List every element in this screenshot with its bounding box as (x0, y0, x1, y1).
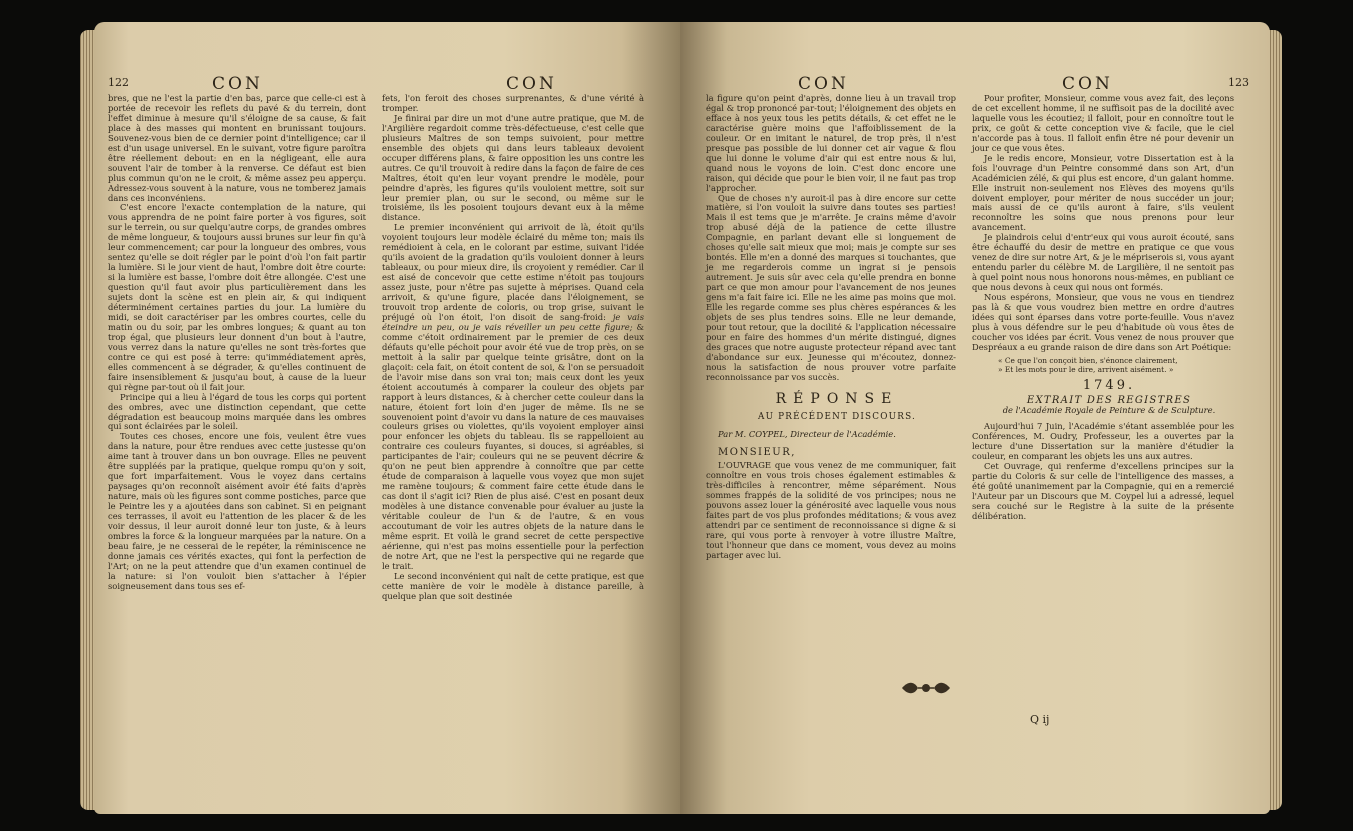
paragraph-text: & comme c'étoit ordinairement par le premier de ces deux défauts qu'elle péchoit pour avoir été vue de trop près, on se mettoit à la salir par quelque teinte grisâtre, dont on la glaçoit: cela fait, on étoit content de soi, & l'on se persuadoit de l'avoir mise dans son vrai ton; mais ceux dont les yeux étoient accoutumés à comparer la couleur des objets par rapport à leurs distances, & à chercher cette couleur dans la nature, étoient fort loin d'en juger de même. Ils ne se souvenoient point d'avoir vu dans la nature de ces mauvaises couleurs grises ou violettes, qu'ils voyoient employer ainsi pour enfoncer les objets du tableau. Ils se rappelloient au contraire ces couleurs fuyantes, si douces, si agréables, si participantes de l'air; couleurs qui ne se peuvent décrire & qu'on ne peut bien apprendre à connoître que par cette étude de comparaison à laquelle vous voyez que mon sujet me ramène toujours; & comment faire cette étude dans le cas dont il s'agit ici? Rien de plus aisé. C'est en posant deux modèles à une distance convenable pour évaluer au juste la véritable couleur de l'un & de l'autre, & en vous accoutumant de voir les autres objets de la nature dans le même esprit. Et voilà le grand secret de cette perspective aérienne, qui n'est pas moins essentielle pour la perfection de notre Art, que ne l'est la perspective qui ne regarde que le trait. (382, 321, 644, 571)
paragraph: fets, l'on feroit des choses surprenantes, & d'une vérité à tromper. (382, 93, 644, 113)
left-column-2 (382, 94, 644, 602)
paragraph: bres, que ne l'est la partie d'en bas, parce que celle-ci est à portée de recevoir les reflets du pavé & du terrein, dont l'effet diminue à mesure qu'il s'éloigne de sa cause, & fait place à des masses qui montent en brunissant toujours. Souvenez-vous bien de ce dernier point d'intelligence; car il est d'un usage universel. En le suivant, votre figure paroîtra être réellement debout: en en la négligeant, elle aura souvent l'air de tomber à la renverse. Ce défaut est bien plus commun qu'on ne le croit, & même assez peu apperçu. Adressez-vous souvent à la nature, vous ne tomberez jamais dans ces inconvéniens. (108, 93, 366, 203)
quote-line: » Et les mots pour le dire, arrivent aisément. » (998, 365, 1174, 375)
response-subtitle: AU PRÉCÉDENT DISCOURS. (758, 411, 916, 422)
response-title: RÉPONSE (775, 390, 899, 407)
paragraph: Principe qui a lieu à l'égard de tous les corps qui portent des ombres, avec une distinction cependant, que cette dégradation est beaucoup moins marquée dans les ombres qui sont éclairées par le soleil. (108, 391, 366, 432)
left-running-head-2: CON (506, 74, 557, 94)
right-page-edges (1268, 30, 1282, 810)
response-author: Par M. COYPEL, Directeur de l'Académie. (718, 428, 896, 439)
italic-quote: je vais éteindre un peu, ou je vais réveiller un peu cette figure; (382, 311, 644, 332)
response-salutation: MONSIEUR, (718, 446, 796, 458)
paragraph: Que de choses n'y auroit-il pas à dire encore sur cette matière, si l'on vouloit la suivre dans toutes ses parties! Mais il est tems que je m'arrête. Je crains même d'avoir trop abusé déjà de la patience de cette illustre Compagnie, en parlant devant elle si longuement de choses qu'elle sait mieux que moi; mais je compte sur ses bontés. Elle m'en a donné des marques si touchantes, que je me regarderois comme un ingrat si je pensois autrement. Je suis sûr avec cela qu'elle prendra en bonne part ce que mon amour pour l'avancement de nos jeunes gens m'a fait faire ici. Elle ne les aime pas moins que moi. Elle les regarde comme ses plus chères espérances & les objets de ses plus tendres soins. Elle ne leur demande, pour tout retour, que la docilité & l'application nécessaire pour en faire des hommes d'un mérite distingué, dignes des graces que notre auguste protecteur répand avec tant d'abondance sur eux. Jeunesse qui m'écoutez, donnez-nous la satisfaction de nous prouver votre parfaite reconnoissance par vos succès. (706, 192, 956, 382)
paragraph: Le second inconvénient qui naît de cette pratique, est que cette manière de voir le modèle à distance pareille, à quelque plan que soit destinée (382, 570, 644, 601)
quote-line: « Ce que l'on conçoit bien, s'énonce clairement, (998, 355, 1178, 365)
paragraph-text: Le premier inconvénient qui arrivoit de là, étoit qu'ils voyoient toujours leur modèle éclairé du même ton; mais ils remédioient à cela, en le colorant par estime, suivant l'idée qu'ils avoient de la gradation qu'ils vouloient donner à leurs tableaux, ou pour mieux dire, ils croyoient y remédier. Car il est aisé de concevoir que cette estime n'étoit pas toujours assez juste, pour n'être pas sujette à méprises. Quand cela arrivoit, & qu'une figure, placée dans l'éloignement, se trouvoit trop ardente de coloris, ou trop grise, suivant le préjugé où l'on étoit, l'on disoit de sang-froid: (382, 222, 644, 322)
paragraph: Pour profiter, Monsieur, comme vous avez fait, des leçons de cet excellent homme, il ne suffisoit pas de la docilité avec laquelle vous les écoutiez; il falloit, pour en connoître tout le prix, ce goût & cette conception vive & facile, que le ciel n'accorde pas à tous. Il falloit enfin être né pour devenir un jour ce que vous êtes. (972, 93, 1234, 153)
right-column-2 (972, 94, 1234, 522)
paragraph: Nous espérons, Monsieur, que vous ne vous en tiendrez pas là & que vous voudrez bien mettre en ordre d'autres idées qui sont éparses dans votre porte-feuille. Vous n'avez plus à vous défendre sur le peu d'habitude où vous êtes de coucher vos idées par écrit. Vous venez de nous prouver que Despréaux a eu grande raison de dire dans son Art Poétique: (972, 292, 1234, 352)
paragraph: Je plaindrois celui d'entr'eux qui vous auroit écouté, sans être échauffé du desir de mettre en pratique ce que vous venez de dire sur notre Art, & je le mépriserois si, vous ayant entendu parler du célèbre M. de Largilière, il ne sentoit pas à quel point nous nous honorons nous-mêmes, en publiant ce que nous devons à ceux qui nous ont formés. (972, 232, 1234, 293)
right-running-head-2: CON (1062, 74, 1113, 94)
right-page-number: 123 (1228, 76, 1249, 89)
extrait-subtitle: de l'Académie Royale de Peinture & de Sculpture. (1002, 405, 1216, 416)
paragraph: Toutes ces choses, encore une fois, veulent être vues dans la nature, pour être rendues avec cette justesse qu'on aime tant à trouver dans un bon ouvrage. Elles ne peuvent être suppléés par la pratique, quelque rompu qu'on y soit, que fort imparfaitement. Vous le voyez dans certains paysages qu'on reconnoît aisément avoir été faits d'après nature, mais où les figures sont comme postiches, parce que le Peintre les y a ajoutées dans son cabinet. Si en peignant ces terrasses, il avoit eu l'attention de les placer & de les voir dessus, il leur auroit donné leur ton juste, & à leurs ombres la force & la longueur marquées par la nature. On a beau faire, je ne cesserai de le repéter, la réminiscence ne donne jamais ces vérités exactes, qui font la perfection de l'Art; on ne la peut attendre que d'un examen continuel de la nature: si l'on vouloit bien s'attacher à l'épier soigneusement dans tous ses ef- (108, 431, 366, 591)
left-page-number: 122 (108, 76, 129, 89)
paragraph: Je finirai par dire un mot d'une autre pratique, que M. de l'Argilière regardoit comme très-défectueuse, c'est celle que plusieurs Maîtres de son temps suivoient, pour mettre ensemble des objets qui dans leurs tableaux devoient occuper différens plans, & faire opposition les uns contre les autres. Ce qu'il trouvoit à redire dans la façon de faire de ces Maîtres, étoit qu'en leur voyant prendre le modèle, pour peindre d'après, les figures qu'ils vouloient mettre, soit sur leur premier plan, ou sur le second, ou même sur le troisième, ils les posoient toujours devant eux à la même distance. (382, 112, 644, 223)
right-running-head-1: CON (798, 74, 849, 94)
year-heading: 1749. (1082, 377, 1136, 393)
extrait-title: EXTRAIT DES REGISTRES (1026, 394, 1192, 406)
paragraph (382, 223, 644, 571)
left-page (94, 22, 680, 814)
fleuron-ornament-icon (900, 680, 952, 696)
right-column-1 (706, 94, 956, 561)
paragraph: C'est encore l'exacte contemplation de la nature, qui vous apprendra de ne point faire porter à vos figures, soit sur le terrein, ou sur quelqu'autre corps, de grandes ombres de même longueur, & toujours aussi brunes sur leur fin qu'à leur commencement; car pour la longueur des ombres, vous sentez qu'elle se doit régler par le point d'où l'on fait partir la lumière. Si le jour vient de haut, l'ombre doit être courte: si la lumière est basse, l'ombre doit être allongée. C'est une question qu'il faut avoir plus particulièrement dans les sujets dont la scène est en plein air, & qui indiquent déterminément certaines parties du jour. La lumière du midi, se doit caractériser par les ombres courtes, celle du matin ou du soir, par les ombres longues; & quant au ton trop égal, que plusieurs leur donnent d'un bout à l'autre, vous verrez dans la nature qu'elles ne sont très-fortes que contre ce qui est posé à terre: qu'immédiatement après, elles commencent à se dégrader, & qu'elles continuent de faire insensiblement & jusqu'au bout, à cause de la lueur qui règne par-tout où il fait jour. (108, 202, 366, 392)
paragraph: la figure qu'on peint d'après, donne lieu à un travail trop égal & trop prononcé par-tout; l'éloignement des objets en efface à nos yeux tous les petits détails, & cet effet ne le caractérise guère moins que l'affoiblissement de la couleur. Or en imitant le naturel, de trop près, il n'est presque pas possible de lui donner cet air vague & flou que lui donne le volume d'air qui est entre nous & lui, quand nous le voyons de loin. C'est donc encore une raison, qui décide que pour le bien voir, il ne faut pas trop l'approcher. (706, 93, 956, 193)
right-page (680, 22, 1270, 814)
signature-mark: Q ij (1030, 713, 1050, 726)
left-running-head-1: CON (212, 74, 263, 94)
paragraph: Cet Ouvrage, qui renferme d'excellens principes sur la partie du Coloris & sur celle de l'intelligence des masses, a été goûté unanimement par la Compagnie, qui en a remercié l'Auteur par un Discours que M. Coypel lui a adressé, lequel sera couché sur le Registre à la suite de la présente délibération. (972, 461, 1234, 521)
paragraph: Je le redis encore, Monsieur, votre Dissertation est à la fois l'ouvrage d'un Peintre consommé dans son Art, d'un Académicien zélé, & qui plus est encore, d'un galant homme. Elle instruit non-seulement nos Elèves des moyens qu'ils doivent employer, pour mériter de nous succéder un jour; mais aussi de ce qu'ils auront à faire, s'ils veulent reconnoître les soins que nous prenons pour leur avancement. (972, 152, 1234, 233)
paragraph: Aujourd'hui 7 Juin, l'Académie s'étant assemblée pour les Conférences, M. Oudry, Professeur, les a ouvertes par la lecture d'une Dissertation sur la manière d'étudier la couleur, en comparant les objets les uns aux autres. (972, 421, 1234, 462)
response-text: L'OUVRAGE que vous venez de me communiquer, fait connoître en vous trois choses également estimables & très-difficiles à rencontrer, même séparément. Nous sommes frappés de la solidité de vos principes; nous ne pouvons assez louer la générosité avec laquelle vous nous faites part de vos plus profondes méditations; & vous avez attendri par ce sentiment de reconnoissance si digne & si rare, qui vous porte à renvoyer à votre illustre Maître, tout l'honneur que dans ce moment, vous devez au moins partager avec lui. (706, 460, 956, 561)
left-column-1 (108, 94, 366, 592)
